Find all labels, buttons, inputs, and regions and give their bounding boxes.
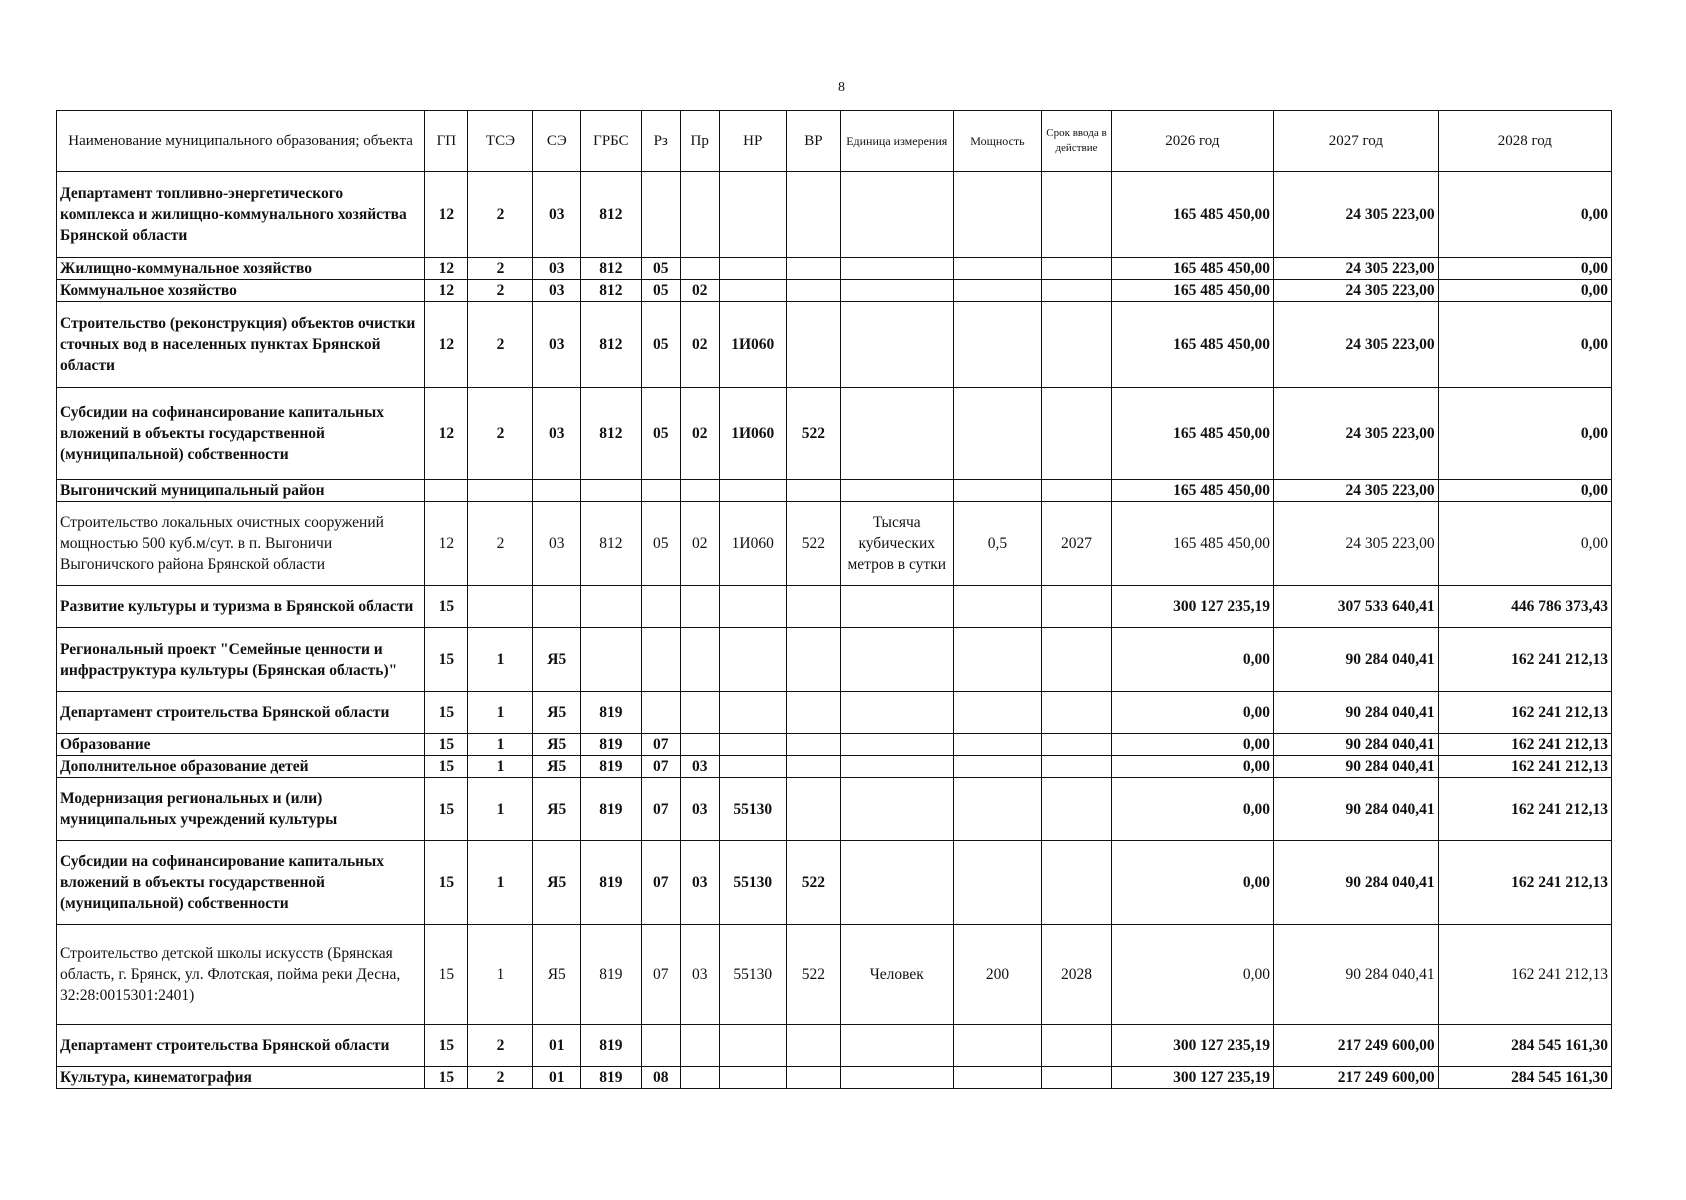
cell-2028: 162 241 212,13 [1438,925,1611,1025]
cell-2026: 300 127 235,19 [1111,1025,1273,1067]
cell-2027: 24 305 223,00 [1274,280,1439,302]
cell-term [1042,756,1111,778]
cell-name: Коммунальное хозяйство [57,280,425,302]
cell-2027: 24 305 223,00 [1274,172,1439,258]
header-pr: Пр [680,111,719,172]
cell-rz: 05 [641,258,680,280]
cell-nr: 55130 [719,778,786,841]
cell-power [953,692,1042,734]
cell-se: 03 [533,302,581,388]
table-row [57,1025,1612,1067]
cell-power [953,302,1042,388]
cell-gp: 12 [425,280,468,302]
cell-nr: 55130 [719,925,786,1025]
table-row [57,258,1612,280]
cell-unit [840,258,953,280]
cell-nr [719,1025,786,1067]
cell-2028: 162 241 212,13 [1438,778,1611,841]
cell-term [1042,1025,1111,1067]
cell-vr [786,258,840,280]
cell-vr [786,172,840,258]
header-gp: ГП [425,111,468,172]
cell-pr [680,172,719,258]
cell-grbs [581,628,642,692]
table-header-row [57,111,1612,172]
cell-2028: 0,00 [1438,172,1611,258]
cell-pr [680,628,719,692]
cell-name: Департамент строительства Брянской области [57,692,425,734]
cell-name: Развитие культуры и туризма в Брянской области [57,586,425,628]
cell-nr: 1И060 [719,502,786,586]
cell-rz: 07 [641,756,680,778]
cell-unit [840,280,953,302]
cell-tse: 2 [468,388,533,480]
cell-unit [840,172,953,258]
cell-name: Строительство (реконструкция) объектов очистки сточных вод в населенных пунктах Брянской области [57,302,425,388]
cell-2026: 165 485 450,00 [1111,480,1273,502]
cell-nr: 1И060 [719,302,786,388]
cell-2028: 162 241 212,13 [1438,628,1611,692]
cell-name: Дополнительное образование детей [57,756,425,778]
cell-power [953,1025,1042,1067]
cell-unit [840,692,953,734]
cell-2027: 90 284 040,41 [1274,756,1439,778]
cell-nr [719,280,786,302]
cell-se: Я5 [533,756,581,778]
cell-grbs [581,480,642,502]
cell-rz: 07 [641,925,680,1025]
cell-rz [641,172,680,258]
cell-name: Субсидии на софинансирование капитальных вложений в объекты государственной (муниципальной) собственности [57,841,425,925]
cell-tse: 2 [468,302,533,388]
cell-se: 01 [533,1025,581,1067]
cell-term [1042,480,1111,502]
header-se: СЭ [533,111,581,172]
cell-gp: 15 [425,778,468,841]
cell-rz: 07 [641,841,680,925]
cell-term [1042,280,1111,302]
cell-tse: 1 [468,628,533,692]
cell-2026: 0,00 [1111,734,1273,756]
cell-grbs: 819 [581,778,642,841]
cell-rz: 08 [641,1067,680,1089]
cell-power [953,586,1042,628]
header-2028: 2028 год [1438,111,1611,172]
cell-pr [680,1025,719,1067]
cell-name: Образование [57,734,425,756]
cell-2027: 24 305 223,00 [1274,480,1439,502]
cell-unit [840,734,953,756]
cell-rz [641,692,680,734]
cell-2028: 0,00 [1438,480,1611,502]
cell-2026: 165 485 450,00 [1111,302,1273,388]
cell-nr [719,172,786,258]
cell-power [953,480,1042,502]
cell-gp: 12 [425,172,468,258]
table-row [57,172,1612,258]
table-row [57,280,1612,302]
header-vr: ВР [786,111,840,172]
cell-tse: 2 [468,280,533,302]
cell-gp: 15 [425,925,468,1025]
cell-tse: 1 [468,734,533,756]
cell-power: 200 [953,925,1042,1025]
cell-grbs: 819 [581,1067,642,1089]
cell-vr [786,1025,840,1067]
cell-name: Жилищно-коммунальное хозяйство [57,258,425,280]
cell-rz [641,1025,680,1067]
cell-gp: 15 [425,628,468,692]
cell-name: Строительство локальных очистных сооружений мощностью 500 куб.м/сут. в п. Выгоничи Выгоничского района Брянской области [57,502,425,586]
header-name: Наименование муниципального образования; объекта [57,111,425,172]
cell-2028: 0,00 [1438,258,1611,280]
table-row [57,841,1612,925]
cell-se [533,480,581,502]
cell-2028: 284 545 161,30 [1438,1025,1611,1067]
cell-name: Региональный проект "Семейные ценности и инфраструктура культуры (Брянская область)" [57,628,425,692]
table-row [57,586,1612,628]
cell-power [953,258,1042,280]
header-tse: ТСЭ [468,111,533,172]
cell-term: 2028 [1042,925,1111,1025]
cell-pr: 02 [680,388,719,480]
cell-2027: 90 284 040,41 [1274,841,1439,925]
cell-name: Модернизация региональных и (или) муниципальных учреждений культуры [57,778,425,841]
cell-unit [840,388,953,480]
cell-se: 01 [533,1067,581,1089]
cell-rz [641,628,680,692]
cell-pr: 02 [680,280,719,302]
cell-2027: 90 284 040,41 [1274,628,1439,692]
cell-tse: 1 [468,841,533,925]
cell-tse: 1 [468,778,533,841]
cell-tse: 2 [468,172,533,258]
cell-power: 0,5 [953,502,1042,586]
header-power: Мощность [953,111,1042,172]
cell-unit [840,302,953,388]
cell-2026: 0,00 [1111,628,1273,692]
cell-se: 03 [533,388,581,480]
cell-2028: 284 545 161,30 [1438,1067,1611,1089]
cell-rz: 05 [641,388,680,480]
cell-name: Культура, кинематография [57,1067,425,1089]
header-nr: НР [719,111,786,172]
cell-term [1042,692,1111,734]
cell-tse [468,586,533,628]
cell-2028: 162 241 212,13 [1438,734,1611,756]
cell-power [953,841,1042,925]
cell-vr [786,692,840,734]
cell-vr [786,778,840,841]
header-term: Срок ввода в действие [1042,111,1111,172]
cell-vr: 522 [786,841,840,925]
cell-2028: 162 241 212,13 [1438,692,1611,734]
cell-se: Я5 [533,778,581,841]
cell-term [1042,1067,1111,1089]
cell-2026: 165 485 450,00 [1111,502,1273,586]
cell-unit [840,586,953,628]
cell-pr: 03 [680,778,719,841]
cell-2028: 0,00 [1438,302,1611,388]
table-row [57,756,1612,778]
cell-power [953,628,1042,692]
cell-unit [840,841,953,925]
cell-power [953,756,1042,778]
cell-se: Я5 [533,628,581,692]
table-row [57,734,1612,756]
cell-pr [680,258,719,280]
cell-vr [786,756,840,778]
cell-2026: 300 127 235,19 [1111,1067,1273,1089]
cell-grbs: 812 [581,280,642,302]
cell-2027: 24 305 223,00 [1274,258,1439,280]
cell-gp: 15 [425,756,468,778]
cell-unit: Человек [840,925,953,1025]
cell-2026: 0,00 [1111,692,1273,734]
cell-power [953,1067,1042,1089]
table-row [57,1067,1612,1089]
cell-2028: 446 786 373,43 [1438,586,1611,628]
cell-gp: 15 [425,841,468,925]
cell-pr [680,734,719,756]
cell-grbs: 819 [581,692,642,734]
cell-pr [680,1067,719,1089]
header-rz: Рз [641,111,680,172]
cell-pr [680,586,719,628]
cell-se [533,586,581,628]
cell-unit [840,480,953,502]
cell-rz: 07 [641,734,680,756]
cell-grbs: 819 [581,925,642,1025]
cell-unit: Тысяча кубических метров в сутки [840,502,953,586]
cell-term: 2027 [1042,502,1111,586]
table-body [57,172,1612,1089]
cell-grbs: 812 [581,258,642,280]
cell-tse: 2 [468,258,533,280]
cell-2027: 90 284 040,41 [1274,925,1439,1025]
cell-grbs: 819 [581,1025,642,1067]
table-row [57,925,1612,1025]
cell-name: Субсидии на софинансирование капитальных вложений в объекты государственной (муниципальной) собственности [57,388,425,480]
header-2026: 2026 год [1111,111,1273,172]
cell-pr [680,480,719,502]
cell-tse [468,480,533,502]
cell-unit [840,756,953,778]
cell-se: Я5 [533,734,581,756]
cell-vr [786,734,840,756]
cell-term [1042,841,1111,925]
cell-rz: 05 [641,280,680,302]
table-row [57,502,1612,586]
table-row [57,302,1612,388]
cell-2026: 165 485 450,00 [1111,388,1273,480]
cell-gp: 12 [425,502,468,586]
cell-2027: 24 305 223,00 [1274,388,1439,480]
cell-se: 03 [533,280,581,302]
cell-term [1042,628,1111,692]
cell-grbs: 819 [581,756,642,778]
cell-unit [840,778,953,841]
cell-unit [840,628,953,692]
cell-pr: 03 [680,925,719,1025]
cell-2027: 217 249 600,00 [1274,1025,1439,1067]
cell-rz [641,586,680,628]
cell-gp: 15 [425,586,468,628]
cell-2026: 0,00 [1111,925,1273,1025]
cell-se: 03 [533,502,581,586]
header-grbs: ГРБС [581,111,642,172]
cell-2027: 90 284 040,41 [1274,734,1439,756]
cell-gp: 12 [425,258,468,280]
cell-power [953,388,1042,480]
cell-term [1042,734,1111,756]
table-row [57,628,1612,692]
page-number: 8 [838,80,845,95]
cell-2028: 0,00 [1438,502,1611,586]
cell-se: Я5 [533,925,581,1025]
cell-grbs: 819 [581,841,642,925]
cell-2026: 300 127 235,19 [1111,586,1273,628]
cell-nr [719,734,786,756]
cell-vr [786,280,840,302]
cell-term [1042,388,1111,480]
header-2027: 2027 год [1274,111,1439,172]
cell-power [953,280,1042,302]
cell-gp: 12 [425,388,468,480]
cell-vr [786,302,840,388]
cell-se: Я5 [533,692,581,734]
cell-2028: 162 241 212,13 [1438,756,1611,778]
cell-gp: 15 [425,692,468,734]
cell-name: Департамент строительства Брянской области [57,1025,425,1067]
cell-rz [641,480,680,502]
cell-2028: 162 241 212,13 [1438,841,1611,925]
cell-gp: 15 [425,1067,468,1089]
cell-pr: 03 [680,841,719,925]
cell-se: Я5 [533,841,581,925]
cell-gp: 12 [425,302,468,388]
cell-2027: 24 305 223,00 [1274,302,1439,388]
table-row [57,692,1612,734]
cell-nr [719,258,786,280]
cell-rz: 05 [641,502,680,586]
cell-pr [680,692,719,734]
cell-power [953,172,1042,258]
cell-grbs: 812 [581,302,642,388]
header-unit: Единица измерения [840,111,953,172]
cell-term [1042,258,1111,280]
cell-gp: 15 [425,734,468,756]
cell-tse: 1 [468,756,533,778]
cell-name: Выгоничский муниципальный район [57,480,425,502]
cell-2026: 0,00 [1111,756,1273,778]
cell-pr: 02 [680,302,719,388]
cell-pr: 03 [680,756,719,778]
budget-table [56,110,1612,1089]
cell-unit [840,1067,953,1089]
cell-vr [786,1067,840,1089]
cell-power [953,778,1042,841]
cell-tse: 1 [468,692,533,734]
cell-2026: 165 485 450,00 [1111,172,1273,258]
cell-grbs: 812 [581,172,642,258]
cell-term [1042,302,1111,388]
cell-gp [425,480,468,502]
cell-se: 03 [533,172,581,258]
cell-tse: 2 [468,1067,533,1089]
table-row [57,778,1612,841]
cell-vr: 522 [786,502,840,586]
cell-nr [719,480,786,502]
cell-term [1042,172,1111,258]
cell-grbs [581,586,642,628]
cell-nr [719,586,786,628]
cell-name: Департамент топливно-энергетического комплекса и жилищно-коммунального хозяйства Брянской области [57,172,425,258]
cell-2027: 90 284 040,41 [1274,692,1439,734]
cell-tse: 2 [468,502,533,586]
table-row [57,480,1612,502]
cell-pr: 02 [680,502,719,586]
cell-2027: 90 284 040,41 [1274,778,1439,841]
cell-rz: 05 [641,302,680,388]
cell-nr: 1И060 [719,388,786,480]
cell-2027: 307 533 640,41 [1274,586,1439,628]
cell-2026: 165 485 450,00 [1111,280,1273,302]
cell-nr [719,692,786,734]
cell-vr: 522 [786,388,840,480]
cell-2026: 0,00 [1111,841,1273,925]
cell-nr [719,1067,786,1089]
cell-2028: 0,00 [1438,280,1611,302]
cell-vr [786,586,840,628]
cell-grbs: 812 [581,502,642,586]
cell-term [1042,778,1111,841]
table-row [57,388,1612,480]
cell-2026: 0,00 [1111,778,1273,841]
cell-nr [719,756,786,778]
cell-vr [786,480,840,502]
cell-name: Строительство детской школы искусств (Брянская область, г. Брянск, ул. Флотская, пойма реки Десна, 32:28:0015301:2401) [57,925,425,1025]
cell-2027: 217 249 600,00 [1274,1067,1439,1089]
cell-vr: 522 [786,925,840,1025]
cell-grbs: 812 [581,388,642,480]
cell-2028: 0,00 [1438,388,1611,480]
cell-nr: 55130 [719,841,786,925]
cell-2026: 165 485 450,00 [1111,258,1273,280]
cell-tse: 2 [468,1025,533,1067]
cell-grbs: 819 [581,734,642,756]
cell-nr [719,628,786,692]
cell-2027: 24 305 223,00 [1274,502,1439,586]
cell-power [953,734,1042,756]
cell-tse: 1 [468,925,533,1025]
cell-rz: 07 [641,778,680,841]
cell-term [1042,586,1111,628]
cell-gp: 15 [425,1025,468,1067]
cell-se: 03 [533,258,581,280]
cell-unit [840,1025,953,1067]
cell-vr [786,628,840,692]
